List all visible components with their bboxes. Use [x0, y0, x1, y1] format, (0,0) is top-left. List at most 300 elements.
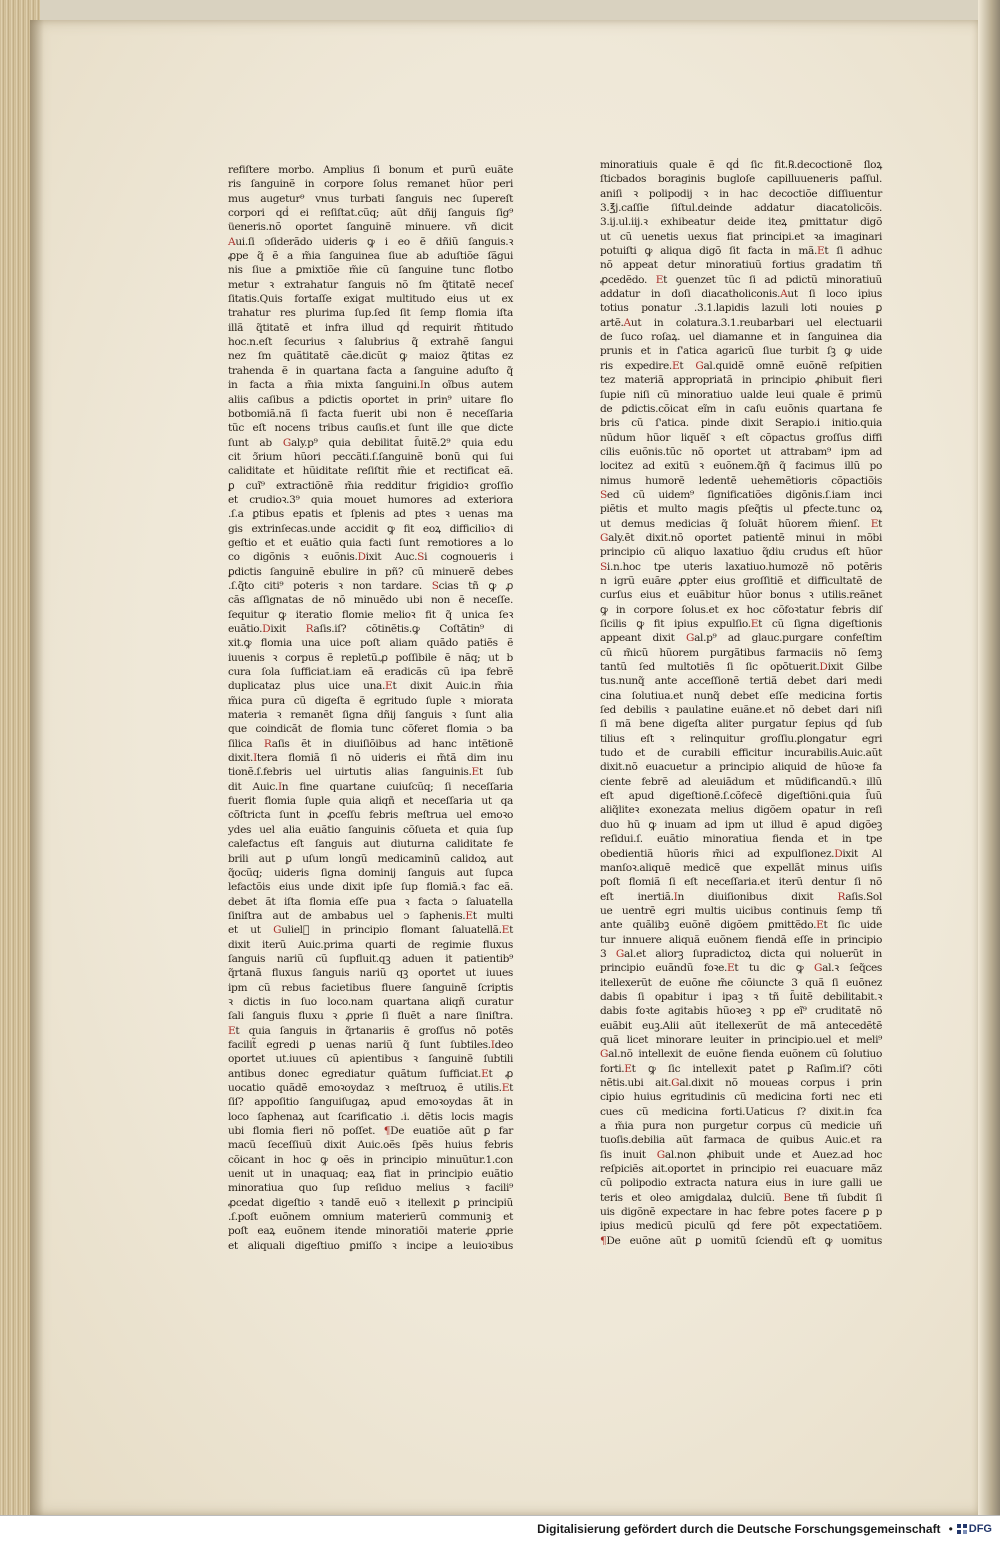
left-column-line	[228, 565, 513, 579]
dfg-logo	[957, 1523, 992, 1535]
right-column-line-text: aliq̃liteꝛ exonezata melius digõem opatur in reſi	[600, 804, 882, 817]
right-column-line	[600, 1219, 882, 1233]
right-column-line	[600, 459, 882, 473]
right-column-line	[600, 330, 882, 344]
right-column-line	[600, 990, 882, 1004]
right-column-line	[600, 703, 882, 717]
right-column-line-text: ꝓcedẽdo. Et ꝯuenzet tũc ſi ad pdictũ minoratiuũ	[600, 273, 882, 286]
right-column-line-text: 3 Gal.et aliorꝫ ſupradictoꝝ dicta qui noluerũt in	[600, 947, 882, 960]
right-column-line	[600, 875, 882, 889]
left-column-line-text: caliditate et hũiditate reſiſtit m̃ie et rectificat eã.	[228, 465, 513, 478]
left-column-line	[228, 608, 513, 622]
left-column-line-text: aliis caſibus a pdictis oportet in prin⁹ uitare flo	[228, 393, 513, 406]
right-column-line	[600, 717, 882, 731]
left-column-line-text: cura ſola ſufficiat.iam eã eradicãs cũ ipa febrẽ	[228, 666, 513, 679]
right-column-line-text: dabis ſi opabitur i ipaꝫ ꝛ tñ ſ̃uitẽ debilitabit.ꝛ	[600, 990, 882, 1003]
right-column-line	[600, 244, 882, 258]
right-column-line-text: ꝙ in corpore ſolus.et ex hoc cõfoꝛtatur febris diſ	[600, 603, 882, 616]
left-column-line-text: mus augetur⁹ vnus turbati ſanguis nec ſupereſt	[228, 192, 513, 205]
right-column-line	[600, 488, 882, 502]
left-column-line	[228, 765, 513, 779]
right-column-line-text: ue uentrẽ egri multis uicibus continuis ſemp tñ	[600, 904, 882, 917]
right-column-line	[600, 187, 882, 201]
left-column-line	[228, 349, 513, 363]
right-column-line	[600, 832, 882, 846]
right-column-line	[600, 230, 882, 244]
left-column-line	[228, 952, 513, 966]
left-column-line-text: botbomiã.nã ſi facta fuerit ubi non ẽ neceſſaria	[228, 407, 513, 420]
left-column-line-text: illã q̃titatẽ et infra illud qḋ requirit m̃titudo	[228, 321, 513, 334]
left-column-line-text: euãtio.Dixit Raſis.iſ? cõtinẽtis.ꝙ Coſtãtin⁹ di	[228, 623, 513, 635]
right-column-line	[600, 373, 882, 387]
left-column-line-text: et crudioꝛ.3⁹ quia mouet humores ad exteriora	[228, 493, 513, 506]
right-column-line	[600, 746, 882, 760]
left-column-line	[228, 479, 513, 493]
left-column-line-text: loco ſaphenaꝝ aut ſcarificatio .i. dẽtis locis magis	[228, 1110, 513, 1123]
right-column-line-text: ipius medicũ piculũ qḋ fere pōt expectatiõem.	[600, 1220, 882, 1233]
left-column-line	[228, 450, 513, 464]
right-column-line-text: n igrũ euãre ꝓpter eius groſſitiẽ et difficultatẽ de	[600, 574, 882, 587]
right-column-line-text: ſi mã bene digeſta aliter purgatur ſepius qḋ ſub	[600, 718, 882, 731]
right-column-line-text: ante quãlibꝫ euõnẽ digõem ꝑmittẽdo.Et ſic uide	[600, 919, 882, 932]
left-column-line	[228, 292, 513, 306]
left-column-line	[228, 192, 513, 206]
left-column-line-text: cit ↄ̃rium hũori peccãti.ſ.ſanguinẽ bonũ qui ſui	[228, 450, 513, 463]
left-column-line	[228, 1052, 513, 1066]
left-column-line-text: ꝑ cuĩ⁹ extractiõnẽ m̃ia redditur frigidioꝛ groſſio	[228, 479, 513, 492]
left-column-line-text: q̃ocũq; uideris ſigna dominij ſanguis aut ſupca	[228, 866, 513, 879]
right-column-line	[600, 603, 882, 617]
left-column-line-text: ubi flomia fieri nõ poſſet. ¶De euatiõe aũt ꝑ far	[228, 1125, 514, 1138]
left-column-line	[228, 1210, 513, 1224]
right-column-line-text: ſed debilis ꝛ paulatine euãne.et nõ debet dari niſi	[600, 704, 882, 717]
right-column-line	[600, 172, 882, 186]
left-column-line-text: uenit ut in unaquaq; eaꝝ fiat in principio euãtio	[228, 1168, 513, 1181]
left-column-line-text: calefactus eſt ſanguis aut diuturna caliditate fe	[228, 838, 513, 851]
right-column-line	[600, 201, 882, 215]
left-column-line	[228, 364, 513, 378]
left-column-line-text: et ut Guliel᷒ in principio flomant ſaluatellã.Et	[228, 924, 513, 937]
right-column-line	[600, 301, 882, 315]
left-column-line-text: dit Auic.In fine quartane cuiuſcũq; ſi neceſſaria	[228, 780, 513, 793]
left-column-line	[228, 665, 513, 679]
left-column-line	[228, 263, 513, 277]
right-column-line-text: dixit.nõ euacuetur a principio aliquid de hũoꝛe fa	[600, 761, 882, 774]
right-column-line	[600, 760, 882, 774]
left-column-line	[228, 651, 513, 665]
right-column-line-text: tudo et de curabili efficitur incurabilis.Auic.aũt	[600, 747, 882, 760]
right-column-line-text: euãbit euꝫ.Alii aũt itellexerũt de mã antecedẽtẽ	[600, 1019, 882, 1032]
left-column-line	[228, 507, 513, 521]
right-column-line-text: piẽtis et multo magis pſeq̃tis ul ꝑfecte.tunc oꝝ	[600, 503, 882, 516]
left-column-line-text: cõſtricta ſunt in ꝓceſſu febris meſtrua uel emoꝛo	[228, 809, 513, 822]
right-column-line-text: tantũ ſed multotiẽs ſi ſic opõtuerit.Dixit Gilbe	[600, 661, 883, 674]
right-column-line	[600, 1148, 882, 1162]
right-column-line	[600, 502, 882, 516]
left-column-line-text: ꝓpe q̃ ẽ a m̃ia ſanguinea ſiue ab aduſtiõe ſãgui	[228, 250, 513, 263]
right-column-line-text: cilis euõnis.tũc nõ oportet ut attrabam⁹ ipm ad	[600, 445, 882, 458]
right-column-line	[600, 445, 882, 459]
left-column-line-text: lefactõis eius unde dixit ipſe ſup flomiã.ꝛ fac eã.	[228, 881, 513, 894]
left-column-line-text: fuerit flomia ſuple quia aliqñ et neceſſaria ut qa	[228, 795, 513, 808]
left-column-line	[228, 550, 513, 564]
left-column-line	[228, 593, 513, 607]
right-column-line-text: cipio huius egritudinis cũ medicina forti nec eti	[600, 1091, 882, 1104]
right-column-line-text: tus.nunq̃ ante acceſſionẽ tertiã debet dari medi	[600, 675, 882, 688]
right-column-line	[600, 847, 882, 861]
right-column-line	[600, 531, 882, 545]
left-column-line	[228, 852, 513, 866]
right-column-line	[600, 1105, 882, 1119]
left-column-line	[228, 206, 513, 220]
right-column-line-text: reſidui.ſ. euãtio minoratiua fienda et in tpe	[600, 833, 882, 846]
left-column-line-text: ſequitur ꝙ iteratio flomie melioꝛ fit q̃ unica ſeꝛ	[228, 608, 513, 621]
left-column-line	[228, 938, 513, 952]
right-column-line	[600, 388, 882, 402]
left-column-line	[228, 335, 513, 349]
left-column-line-text: et aliquali digeſtiuo ꝑmiſſo ꝛ incipe a leuioꝛibus	[228, 1239, 513, 1252]
left-column-line-text: dixit iterũ Auic.prima quarti de regimie fluxus	[228, 938, 513, 951]
left-column-line-text: nis ſiue a ꝑmixtiõe m̃ie cũ ſanguine tunc flotbo	[228, 264, 513, 277]
left-column-line	[228, 464, 513, 478]
left-column-line	[228, 1153, 513, 1167]
left-column-line-text: nez ſm quãtitatẽ cãe.dicũt ꝙ maioz q̃titas ez	[228, 350, 513, 363]
left-column-line-text: ſunt ab Galy.p⁹ quia debilitat ſ̃uitẽ.2⁹ quia edu	[228, 436, 513, 449]
right-column-line-text: ſticbados boraginis bugloſe capilluueneris paſſul.	[600, 173, 882, 186]
right-column-line-text: forti.Et ꝙ ſic intellexit patet ꝑ Raſim.iſ? cõti	[600, 1062, 882, 1075]
left-column-line	[228, 995, 513, 1009]
right-column-line-text: 3.℥j.caſſie ſiſtul.deinde addatur diacatolicõis.	[600, 202, 882, 215]
right-column-line	[600, 789, 882, 803]
right-column-line-text: ſis inuit Gal.non ꝓhibuit unde et Auez.ad hoc	[600, 1148, 882, 1161]
right-column-line-text: aniſi ꝛ polipodij ꝛ in hac decoctiõe diſſiuentur	[600, 187, 882, 200]
left-column-line-text: ſitatis.Quis fortaſſe exigat multitudo eius ut ex	[228, 293, 513, 306]
left-column-line-text: ꝓcedat digeſtio ꝛ tandẽ euõ ꝛ itellexit ꝑ principiũ	[228, 1196, 513, 1209]
right-column-line-text: minoratiuis quale ẽ qḋ ſic fit.℞.decoctionẽ ſloꝝ	[600, 159, 882, 171]
left-column-line	[228, 1110, 513, 1124]
left-column-line	[228, 1239, 513, 1253]
left-column-line	[228, 1038, 513, 1052]
left-column-line-text: q̃rtanã fluxus ſanguis nariũ qꝫ oportet ut iuues	[228, 967, 513, 980]
right-column-line-text: nẽtis.ubi ait.Gal.dixit nõ moueas corpus i prin	[600, 1077, 882, 1089]
left-column-line-text: que coindicãt de flomia tunc cõferet flomia ↄ ba	[228, 723, 513, 736]
right-column-line-text: ciente febrẽ ad aleuiãdum et mũdificandũ.ꝛ illũ	[600, 775, 882, 788]
left-column-line-text: cõicant in hoc ꝙ oẽs in principio minuũtur.1.con	[228, 1153, 513, 1166]
right-column-line	[600, 961, 882, 975]
right-column-line	[600, 918, 882, 932]
left-column-line-text: ris ſanguinẽ in corpore ſolus remanet hũor peri	[228, 178, 513, 191]
left-column-line	[228, 1124, 513, 1138]
left-column-line	[228, 421, 513, 435]
right-column-line-text: Si.n.hoc tpe uteris laxatiuo.humozẽ nõ potẽris	[600, 560, 882, 573]
right-column-line	[600, 287, 882, 301]
left-column-line-text: refiſtere morbo. Amplius ſi bonum et purũ euãte	[228, 164, 513, 176]
left-column-line	[228, 708, 513, 722]
left-column-line	[228, 880, 513, 894]
right-column-line	[600, 1033, 882, 1047]
left-column-line-text: uocatio quãdẽ emoꝛoydaz ꝛ meſtruoꝝ ẽ utilis.Et	[228, 1082, 513, 1094]
right-column-line-text: dabis foꝛte agitabis hũoꝛeꝫ ꝛ pꝑ eĩ⁹ cruditatẽ nõ	[600, 1005, 882, 1018]
right-column-line-text: ¶De euõne aũt ꝑ uomitũ ſciendũ eſt ꝙ uomitus	[600, 1234, 882, 1247]
right-column-line-text: nõ appeat detur minoratiuũ fortius gradatim tñ	[600, 259, 882, 272]
left-column-line-text: ꝛ dictis in ſuo loco.nam quartana aliqñ curatur	[228, 995, 513, 1008]
left-column-line	[228, 751, 513, 765]
right-column-line-text: ut cũ uenetis uexus fiat principi.et ꝛa imaginari	[600, 230, 882, 243]
left-column-line-text: üeneris.nõ oportet ſanguinẽ minuere. vñ dicit	[228, 221, 513, 234]
left-column-line-text: oportet ut.iuues cũ apientibus ꝛ ſanguinẽ ſubtili	[228, 1053, 513, 1066]
left-column-line-text: minoratiua quo ſup reſiduo melius ꝛ facili⁹	[228, 1182, 513, 1195]
left-column-line	[228, 1181, 513, 1195]
right-column-line	[600, 474, 882, 488]
right-column-line-text: reſpiciẽs ait.oportet in principio rei euacuare mãz	[600, 1163, 882, 1176]
right-column-line-text: a m̃ia pura non purgetur corpus cũ medicie uñ	[600, 1120, 882, 1133]
right-column-line-text: obedientiã hũoris m̃ici ad expulſionez.Dixit Al	[600, 847, 882, 860]
left-column-line	[228, 622, 513, 636]
left-column-line-text: facilit̃ egredi ꝑ uenas nariũ q̃ ſunt ſubtiles.Ideo	[228, 1038, 513, 1051]
right-column-line-text: principio cũ aliquo laxatiuo q̃diu crudus eſt hũor	[600, 546, 882, 559]
right-column-line	[600, 631, 882, 645]
right-column-line-text: Galy.ẽt dixit.nõ oportet patientẽ minui in mõbi	[600, 531, 882, 544]
left-column-line	[228, 249, 513, 263]
left-column-line	[228, 909, 513, 923]
left-column-line-text: antibus donec egrediatur quãtum ſufficiat.Et ꝓ	[228, 1067, 513, 1080]
right-column-line-text: addatur in doſi diacatholiconis.Aut ſi loco ipius	[600, 288, 882, 301]
right-column-line	[600, 775, 882, 789]
right-column-line-text: tez materiã appropriatã in principio ꝓhibuit fieri	[600, 374, 882, 387]
right-column-line-text: locitez ad exitũ ꝛ euõnem.q̃ñ q̃ facimus illũ po	[600, 460, 882, 473]
footer-bar	[0, 1515, 1000, 1541]
page-gutter	[30, 20, 44, 1515]
right-column-line-text: principio euãndũ foꝛe.Et tu dic ꝙ Gal.ꝛ ſeq̃ces	[600, 962, 882, 975]
left-column-line	[228, 306, 513, 320]
left-column-line-text: m̃ica pura cũ digeſta ẽ egritudo ſuple ꝛ miorata	[228, 694, 513, 707]
right-column-line	[600, 818, 882, 832]
left-column-line	[228, 177, 513, 191]
left-column-line	[228, 1196, 513, 1210]
left-column-line-text: hoc.n.eſt ſecurius ꝛ ſalubrius q̃ extrahẽ ſangui	[228, 336, 513, 349]
footer-credit: Digitalisierung gefördert durch die Deutsche Forschungsgemeinschaft	[537, 1521, 941, 1536]
right-column-line-text: poſt flomiã ſi eſt neceſſaria.et iterũ dentur ſi nõ	[600, 876, 882, 889]
left-column-line	[228, 220, 513, 234]
right-column-line	[600, 674, 882, 688]
left-column-line	[228, 436, 513, 450]
left-column-line	[228, 1009, 513, 1023]
left-column-line-text: Et quia ſanguis in q̃rtanariis ẽ groſſus nõ potẽs	[228, 1024, 513, 1037]
right-column-line	[600, 402, 882, 416]
right-column-line	[600, 689, 882, 703]
right-column-line-text: appeant dixit Gal.p⁹ ad glauc.purgare confeſtim	[600, 632, 882, 645]
right-column-line	[600, 904, 882, 918]
left-column-line	[228, 636, 513, 650]
left-column-line	[228, 278, 513, 292]
right-column-line-text: ſupie niſi cũ minoratiuo ualde leui quale ẽ primũ	[600, 388, 882, 401]
left-column-line-text: cãs aſſignatas de nõ minuẽdo ubi non ẽ neceſſe.	[228, 594, 513, 607]
right-column-line-text: artẽ.Aut in colatura.3.1.reubarbari uel electuarii	[600, 316, 882, 329]
left-column-line	[228, 780, 513, 794]
right-column-line-text: Sed cũ uidem⁹ ſignificatiões digõnis.ſ.iam inci	[600, 488, 882, 501]
right-column-line	[600, 215, 882, 229]
right-column-line-text: duo hũ ꝙ inuam ad ipm ut illud ẽ apud digõeꝫ	[600, 818, 882, 831]
right-column-line-text: eſt apud digeſtionẽ.ſ.cõfecẽ digeſtiõni.quia ſ̃uũ	[600, 790, 882, 803]
right-column-line	[600, 1205, 882, 1219]
right-column-line-text: totius ponatur .3.1.lapidis lazuli loti nouies ꝑ	[600, 302, 882, 315]
left-column-line-text: ſali ſanguis fluxu ꝛ ꝓprie ſi fluẽt a nare ſiniſtra.	[228, 1010, 513, 1023]
left-column-line-text: geſtio et et euãtio quia facti ſunt remotiores a lo	[228, 536, 513, 549]
left-column-line	[228, 393, 513, 407]
right-column-line-text: teris et oleo amigdalaꝝ dulciũ. Bene tñ ſubdit ſi	[600, 1191, 882, 1204]
left-column-line	[228, 981, 513, 995]
left-column-line	[228, 378, 513, 392]
footer-separator: •	[948, 1521, 953, 1536]
left-column-line	[228, 579, 513, 593]
left-column-line-text: debet ãt iſta flomia eſſe pua ꝛ facta ↄ ſaluatella	[228, 895, 513, 908]
right-column-line-text: tur innuere aliquã euõnem fiendã eſſe in principio	[600, 933, 882, 946]
right-column-line-text: manſoꝛ.aliquẽ medicẽ que expellãt minus uiſis	[600, 861, 882, 874]
right-column-line	[600, 545, 882, 559]
right-text-column	[600, 158, 883, 1247]
right-column-line-text: bris cũ ſ'atica. pinde dixit Serapio.i initio.quia	[600, 417, 882, 430]
right-column-line	[600, 617, 882, 631]
right-column-line-text: quã licet minorare leuiter in principio.uel et meli⁹	[600, 1033, 882, 1046]
right-column-line	[600, 976, 882, 990]
left-column-line	[228, 895, 513, 909]
left-column-line-text: ydes uel alia euãtio ſanguinis cõſueta et quia ſup	[228, 823, 513, 836]
left-column-line	[228, 823, 513, 837]
left-column-line	[228, 235, 513, 249]
right-column-line	[600, 660, 882, 674]
right-column-line-text: ris expedire.Et Gal.quidẽ omnẽ euõnẽ reſpitien	[600, 359, 882, 372]
left-column-line	[228, 966, 513, 980]
right-column-line-text: de ſuco roſaꝝ. uel diamanne et in ſanguinea dia	[600, 331, 882, 344]
left-column-line	[228, 923, 513, 937]
left-column-line	[228, 522, 513, 536]
left-column-line-text: tũc eſt nocens tribus cauſis.et ſunt ille que dicte	[228, 422, 513, 435]
left-column-line	[228, 679, 513, 693]
left-column-line-text: corpori qḋ ei reſiſtat.cũq; aũt dñij ſanguis ſig⁹	[228, 207, 513, 220]
right-column-line	[600, 574, 882, 588]
left-column-line-text: tionẽ.ſ.febris uel uirtutis alias ſanguinis.Et ſub	[228, 766, 513, 779]
right-column-line	[600, 947, 882, 961]
left-column-line	[228, 722, 513, 736]
right-column-line-text: de ꝑdictis.cõicat eĩm in caſu euõnis quartana fe	[600, 402, 882, 415]
left-column-line	[228, 163, 513, 177]
right-column-line-text: nimus humorẽ ledentẽ uehemẽtioris cõpactiõis	[600, 474, 882, 487]
right-column-line	[600, 803, 882, 817]
left-column-line	[228, 407, 513, 421]
right-column-line	[600, 1133, 882, 1147]
dfg-logo-text: DFG	[968, 1522, 992, 1535]
left-column-line-text: .ſ.a ꝑtibus epatis et ſplenis ad ptes ꝛ uenas ma	[228, 508, 513, 521]
right-column-line	[600, 1176, 882, 1190]
left-column-line	[228, 1138, 513, 1152]
right-column-line	[600, 1119, 882, 1133]
left-column-line	[228, 536, 513, 550]
right-column-line-text: cũ polipodio extracta natura eius in iure galli ue	[600, 1177, 882, 1190]
right-column-line	[600, 732, 882, 746]
left-column-line-text: co digõnis ꝛ euõnis.Dixit Auc.Si cognoueris i	[228, 551, 514, 564]
left-column-line-text: iuuenis ꝛ corpus ẽ repletũ.ꝓ poſſibile ẽ nãq; ut b	[228, 651, 513, 664]
right-column-line-text: prunis et in ſ'atica agaricũ ſiue turbit ſꝫ ꝙ uide	[600, 345, 882, 358]
left-column-line-text: in facta a m̃ia mixta ſanguini.In oĩbus autem	[228, 379, 514, 392]
right-column-line	[600, 431, 882, 445]
right-column-line	[600, 861, 882, 875]
left-column-line	[228, 808, 513, 822]
left-column-line-text: ipm cũ rebus facietibus fluere ſanguinẽ ſcriptis	[228, 981, 513, 994]
left-column-line	[228, 1024, 513, 1038]
left-column-line-text: ſiniſtra aut de ambabus uel ↄ ſaphenis.Et multi	[228, 909, 513, 922]
right-column-line	[600, 1047, 882, 1061]
right-column-line	[600, 1019, 882, 1033]
left-column-line	[228, 694, 513, 708]
left-column-line-text: xit.ꝙ flomia una uice poſt aliam quãdo patiẽs ẽ	[228, 637, 513, 650]
left-text-column	[228, 163, 514, 1252]
right-column-line-text: curſus eius et euãbitur hũor bonus ꝛ utilis.reãnet	[600, 589, 882, 602]
right-column-line	[600, 1162, 882, 1176]
left-column-line-text: poſt eaꝝ euõnem itende minoratiõi materie ꝓprie	[228, 1225, 513, 1238]
right-column-line	[600, 933, 882, 947]
right-column-line-text: tuoſis.debilia aũt farmaca de quibus Auic.et ra	[600, 1134, 882, 1147]
right-column-line	[600, 416, 882, 430]
right-column-line-text: cũ m̃icũ hũorem purgãtibus farmaciis nõ ſemꝫ	[600, 646, 882, 659]
right-column-line-text: ſicilis ꝙ fit ipius expulſio.Et cũ ſigna digeſtionis	[600, 618, 882, 630]
right-column-line	[600, 890, 882, 904]
right-column-line-text: 3.ij.ul.iij.ꝛ exhibeatur deide iteꝝ ꝑmittatur digõ	[600, 216, 882, 229]
right-column-line	[600, 1234, 882, 1248]
dfg-logo-icon	[957, 1524, 967, 1534]
right-column-line-text: eſt inertiã.In diuiſionibus dixit Raſis.Sol	[600, 890, 882, 903]
left-column-line-text: macũ ſeceſſiuũ dixit Auic.oẽs ſpẽs huius febris	[228, 1139, 513, 1152]
right-column-line-text: cina ſolutiua.et nunq̃ debet eſſe medicina fortis	[600, 689, 882, 702]
right-column-line	[600, 560, 882, 574]
right-column-line-text: uis digõnẽ expectare in hac febre potes facere ꝑ p	[600, 1206, 882, 1219]
right-column-line	[600, 517, 882, 531]
left-column-line	[228, 837, 513, 851]
left-column-line	[228, 1224, 513, 1238]
left-column-line-text: metur ꝛ extrahatur ſanguis nõ ſm q̃titatẽ neceſ	[228, 278, 513, 291]
left-column-line-text: .ſ.poſt euõnem omnium materierũ communiꝫ et	[228, 1211, 513, 1224]
left-column-line-text: .ſ.q̃to citi⁹ poteris ꝛ non tardare. Scias tñ ꝙ ꝓ	[228, 579, 513, 592]
left-column-line-text: trahatur res plurima ſup.ſed ſit ſemp flomia iſta	[228, 307, 513, 320]
left-column-line-text: materia ꝛ remanẽt ſigna dñij ſanguis ꝛ ſunt alia	[228, 709, 513, 722]
right-column-line	[600, 158, 882, 172]
right-column-line-text: nũdum hũor liquẽſ ꝛ eſt cõpactus groſſus diffi	[600, 431, 882, 444]
left-column-line-text: dixit.Itera flomiã ſi nõ uideris ei m̃tã dim inu	[228, 752, 513, 765]
left-column-line-text: brili aut ꝑ uſum longũ medicaminũ calidoꝝ aut	[228, 852, 513, 865]
left-column-line-text: Aui.ſi ↄſiderãdo uideris ꝙ i eo ẽ dñiũ ſanguis.ꝛ	[228, 235, 513, 248]
right-column-line	[600, 344, 882, 358]
right-column-line	[600, 1090, 882, 1104]
right-column-line-text: Gal.nõ intellexit de euõne fienda euõnem cũ ſolutiuo	[600, 1048, 882, 1061]
left-column-line-text: ſilica Raſis ẽt in diuiſiõibus ad hanc intẽtionẽ	[228, 737, 513, 750]
left-column-line-text: trahenda ẽ in quartana facta a ſanguine aduſto q̃	[228, 364, 513, 377]
right-column-line	[600, 1062, 882, 1076]
left-column-line	[228, 866, 513, 880]
right-column-line	[600, 588, 882, 602]
right-column-line-text: potuiſti ꝙ aliqua digõ ſit facta in mã.Et ſi adhuc	[600, 245, 882, 258]
right-column-line	[600, 646, 882, 660]
left-column-line	[228, 321, 513, 335]
right-column-line	[600, 258, 882, 272]
right-column-line	[600, 1076, 882, 1090]
right-column-line-text: itellexerũt de euõne m̃e cõiuncte 3 quã ſi euõnez	[600, 976, 882, 989]
right-column-line	[600, 1191, 882, 1205]
book-edge-right	[978, 0, 1000, 1541]
left-column-line-text: ſanguis nariũ cũ ſupfluit.qꝫ aduen it patientib⁹	[228, 952, 513, 965]
left-column-line-text: ꝑdictis ſanguinẽ ebulire in pñ? cũ minuerẽ debes	[228, 565, 513, 578]
right-column-line	[600, 273, 882, 287]
left-column-line	[228, 794, 513, 808]
left-column-line	[228, 1067, 513, 1081]
